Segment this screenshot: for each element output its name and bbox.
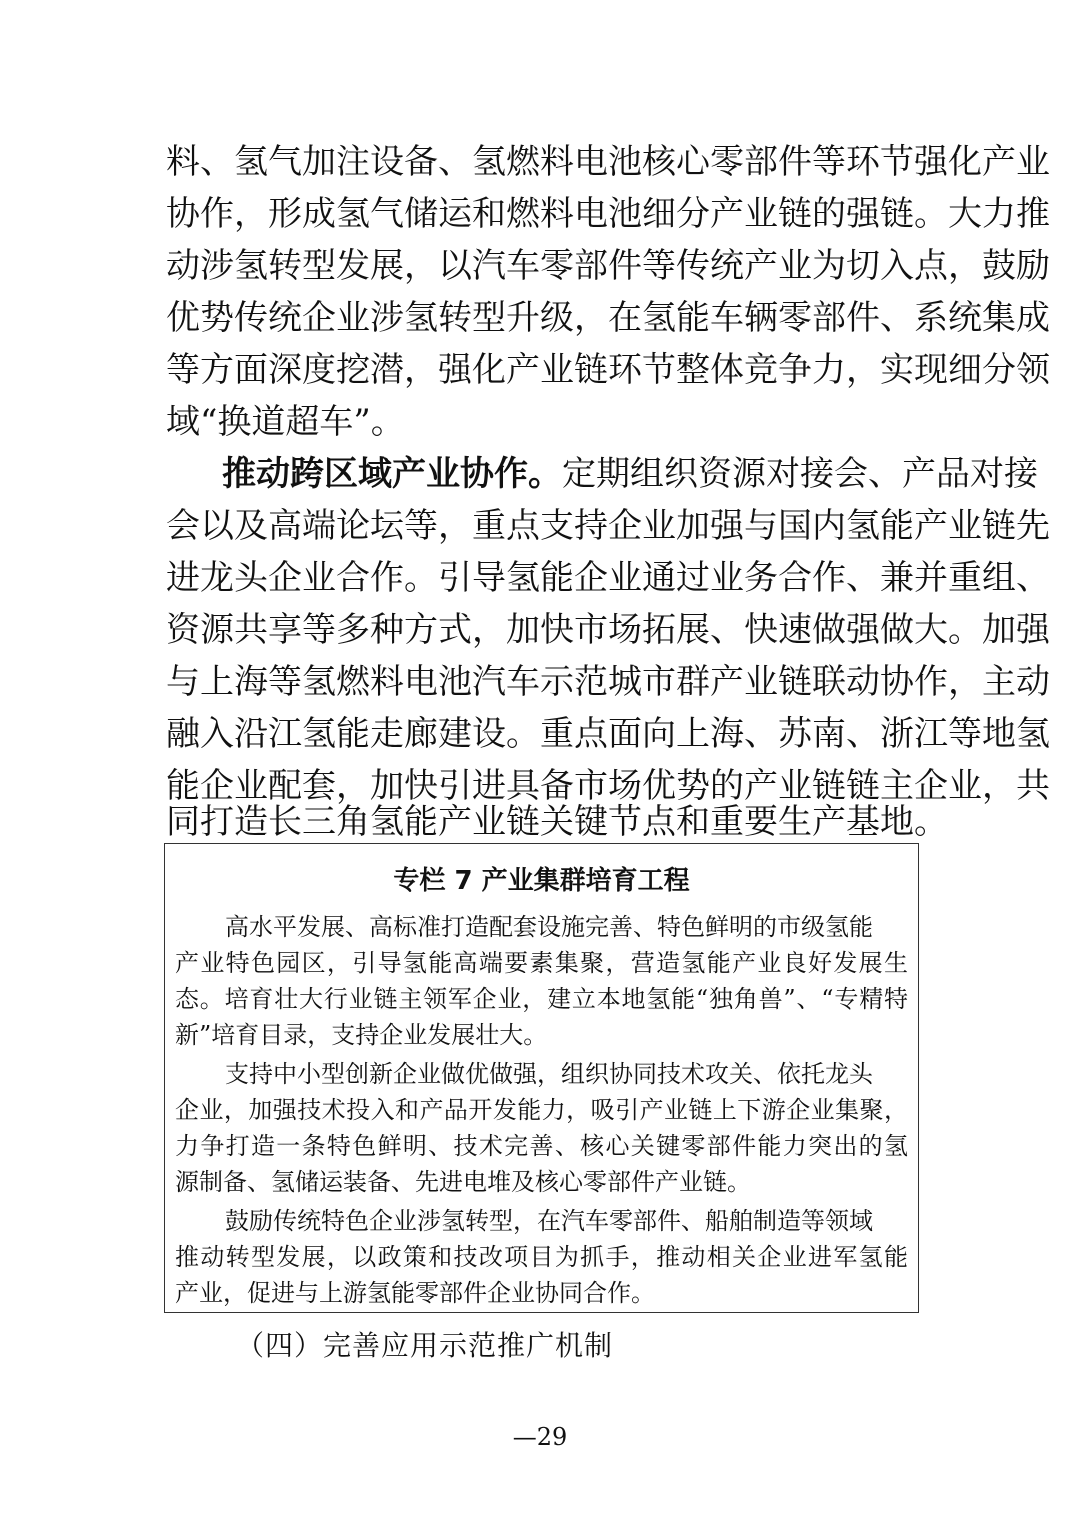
column-title: 专栏 7 产业集群培育工程 [393,866,690,896]
text-line: 与上海等氢燃料电池汽车示范城市群产业链联动协作，主动 [166,662,1050,702]
column-text-line: 支持中小型创新企业做优做强，组织协同技术攻关、依托龙头 [225,1060,873,1088]
text-line: 料、氢气加注设备、氢燃料电池核心零部件等环节强化产业 [166,142,1050,182]
column-text-line: 新”培育目录，支持企业发展壮大。 [175,1021,548,1049]
page-number: —29 [512,1423,568,1451]
column-text-line: 推动转型发展，以政策和技改项目为抓手，推动相关企业进军氢能 [175,1243,908,1271]
paragraph-lead-line [222,454,1038,494]
text-line: 同打造长三角氢能产业链关键节点和重要生产基地。 [166,802,948,842]
section-heading: （四）完善应用示范推广机制 [236,1329,614,1362]
text-line: 域“换道超车”。 [166,402,405,442]
lead-text: 定期组织资源对接会、产品对接 [562,454,1038,494]
text-line: 进龙头企业合作。引导氢能企业通过业务合作、兼并重组、 [166,558,1050,598]
column-text-line: 源制备、氢储运装备、先进电堆及核心零部件产业链。 [175,1168,751,1196]
text-line: 协作，形成氢气储运和燃料电池细分产业链的强链。大力推 [166,194,1050,234]
text-line: 能企业配套，加快引进具备市场优势的产业链链主企业，共 [166,766,1050,806]
column-text-line: 产业特色园区，引导氢能高端要素集聚，营造氢能产业良好发展生 [175,949,908,977]
text-line: 等方面深度挖潜，强化产业链环节整体竞争力，实现细分领 [166,350,1050,390]
column-box [164,843,919,1313]
text-line: 融入沿江氢能走廊建设。重点面向上海、苏南、浙江等地氢 [166,714,1050,754]
text-line: 会以及高端论坛等，重点支持企业加强与国内氢能产业链先 [166,506,1050,546]
column-text-line: 鼓励传统特色企业涉氢转型，在汽车零部件、船舶制造等领域 [225,1207,873,1235]
column-text-line: 产业，促进与上游氢能零部件企业协同合作。 [175,1279,655,1307]
column-text-line: 企业，加强技术投入和产品开发能力，吸引产业链上下游企业集聚， [175,1096,908,1124]
bold-heading: 推动跨区域产业协作。 [222,454,562,494]
column-text-line: 高水平发展、高标准打造配套设施完善、特色鲜明的市级氢能 [225,913,873,941]
column-text-line: 态。培育壮大行业链主领军企业，建立本地氢能“独角兽”、“专精特 [175,985,908,1013]
column-text-line: 力争打造一条特色鲜明、技术完善、核心关键零部件能力突出的氢 [175,1132,908,1160]
text-line: 优势传统企业涉氢转型升级，在氢能车辆零部件、系统集成 [166,298,1050,338]
text-line: 资源共享等多种方式，加快市场拓展、快速做强做大。加强 [166,610,1050,650]
text-line: 动涉氢转型发展，以汽车零部件等传统产业为切入点，鼓励 [166,246,1050,286]
